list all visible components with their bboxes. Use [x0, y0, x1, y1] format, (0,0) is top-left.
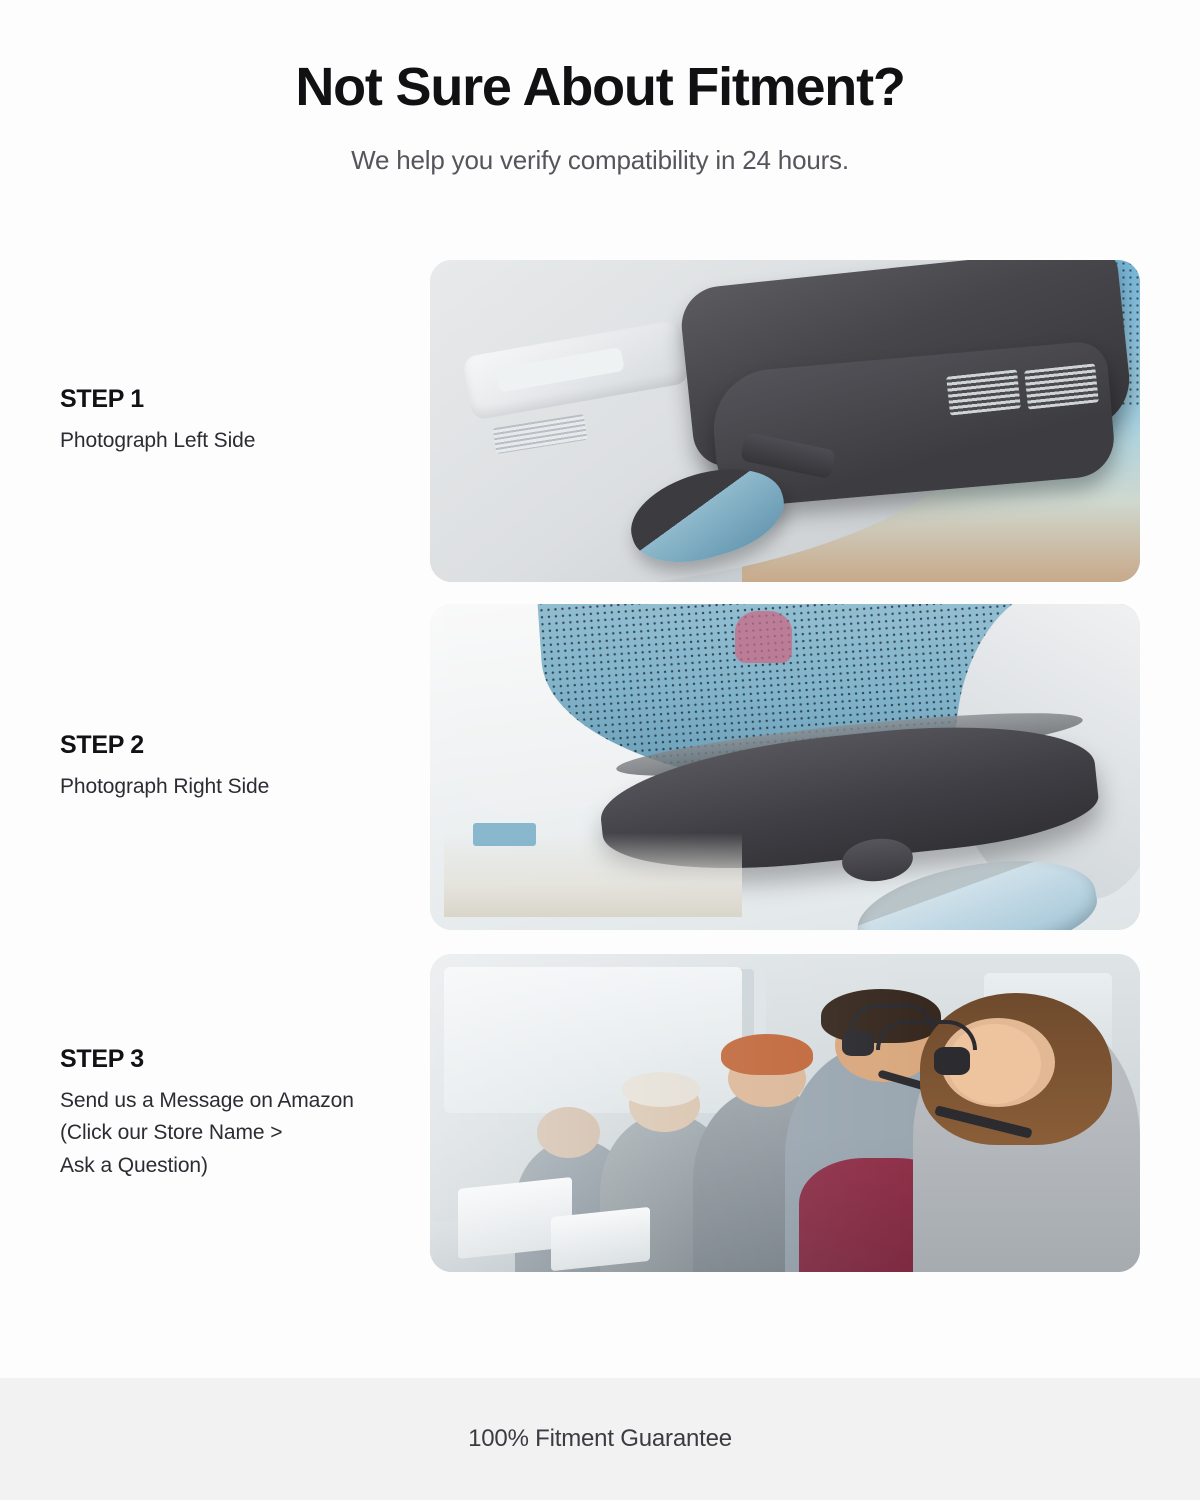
step-3-image: [430, 954, 1140, 1272]
step-1-description: Photograph Left Side: [60, 429, 256, 453]
step-item: [0, 256, 1140, 586]
step-item: [0, 602, 1140, 932]
headset-earcup-icon: [934, 1047, 970, 1076]
page-header: [0, 0, 1200, 176]
street-sign: [473, 823, 537, 846]
support-team-illustration: [430, 954, 1140, 1272]
step-3-text: [0, 1045, 430, 1183]
page-subtitle: We help you verify compatibility in 24 hours.: [351, 145, 849, 176]
step-3-label: STEP 3: [60, 1044, 144, 1073]
agent-hair: [721, 1034, 813, 1075]
windshield-left-illustration: [430, 260, 1140, 582]
step-1-text: [0, 385, 430, 458]
step-3-description-line-3: Ask a Question): [60, 1153, 208, 1177]
windshield-right-illustration: [430, 604, 1140, 930]
page-footer: [0, 1378, 1200, 1500]
vent-grille-icon: [1025, 363, 1100, 409]
step-3-description-line-1: Send us a Message on Amazon: [60, 1088, 354, 1112]
laptop-icon: [551, 1207, 650, 1271]
step-3-description: [60, 1085, 430, 1183]
step-2-image: [430, 604, 1140, 930]
agent-head: [537, 1107, 601, 1158]
step-1-label: STEP 1: [60, 385, 144, 414]
fitment-guarantee-text: 100% Fitment Guarantee: [468, 1425, 732, 1452]
step-2-description: Photograph Right Side: [60, 775, 270, 799]
step-item: [0, 948, 1140, 1278]
vent-grille-icon: [946, 369, 1021, 415]
background-figure: [735, 611, 792, 663]
step-2-text: [0, 731, 430, 804]
page-title: Not Sure About Fitment?: [295, 57, 905, 117]
steps-list: [0, 256, 1200, 1278]
agent-hair: [622, 1072, 700, 1107]
step-2-label: STEP 2: [60, 731, 144, 760]
headset-earcup-icon: [842, 1031, 874, 1056]
step-1-image: [430, 260, 1140, 582]
headset-icon: [876, 1020, 976, 1049]
step-3-description-line-2: (Click our Store Name >: [60, 1121, 283, 1145]
